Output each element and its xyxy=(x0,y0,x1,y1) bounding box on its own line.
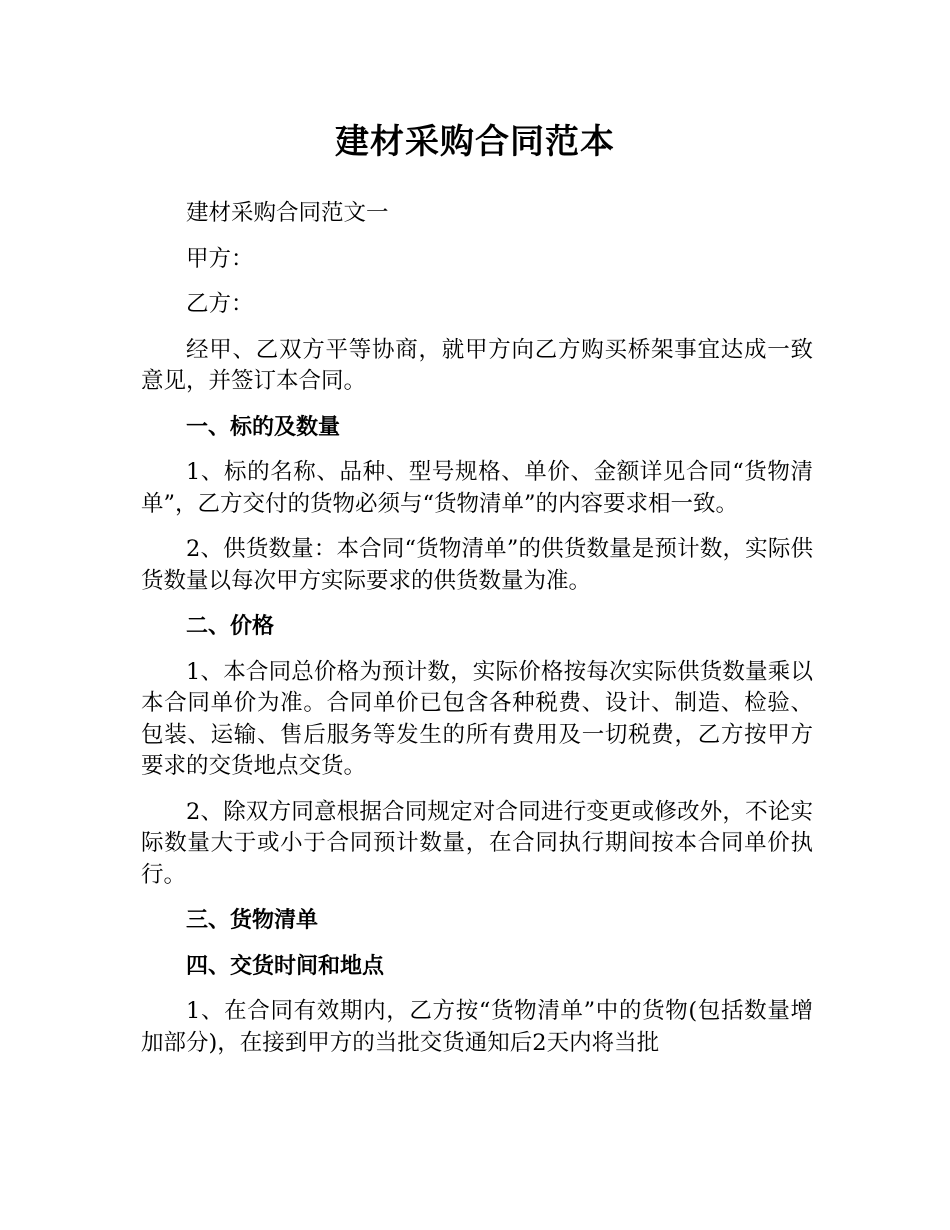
intro-paragraph: 经甲、乙双方平等协商，就甲方向乙方购买桥架事宜达成一致意见，并签订本合同。 xyxy=(141,336,813,394)
section-heading-goods-list: 三、货物清单 xyxy=(186,908,319,933)
party-b-line: 乙方： xyxy=(186,291,254,317)
document-body xyxy=(141,198,813,1073)
contract-subtitle: 建材采购合同范文一 xyxy=(186,200,389,226)
party-a-line: 甲方： xyxy=(186,245,254,272)
section-heading-delivery: 四、交货时间和地点 xyxy=(186,953,385,979)
subject-clause-1: 1、标的名称、品种、型号规格、单价、金额详见合同“货物清单”，乙方交付的货物必须与“货物清单”的内容要求相一致。 xyxy=(141,459,813,517)
section-heading-subject: 一、标的及数量 xyxy=(186,414,341,440)
price-clause-2: 2、除双方同意根据合同规定对合同进行变更或修改外，不论实际数量大于或小于合同预计数量，在合同执行期间按本合同单价执行。 xyxy=(141,798,813,888)
document-title: 建材采购合同范本 xyxy=(335,122,615,162)
section-heading-price: 二、价格 xyxy=(186,614,275,639)
delivery-clause-1: 1、在合同有效期内，乙方按“货物清单”中的货物(包括数量增加部分)，在接到甲方的当批交货通知后2天内将当批 xyxy=(141,998,813,1056)
subject-clause-2: 2、供货数量：本合同“货物清单”的供货数量是预计数，实际供货数量以每次甲方实际要求的供货数量为准。 xyxy=(141,536,813,594)
price-clause-1: 1、本合同总价格为预计数，实际价格按每次实际供货数量乘以本合同单价为准。合同单价已包含各种税费、设计、制造、检验、包装、运输、售后服务等发生的所有费用及一切税费，乙方按甲方要求的交货地点交货。 xyxy=(141,658,813,779)
